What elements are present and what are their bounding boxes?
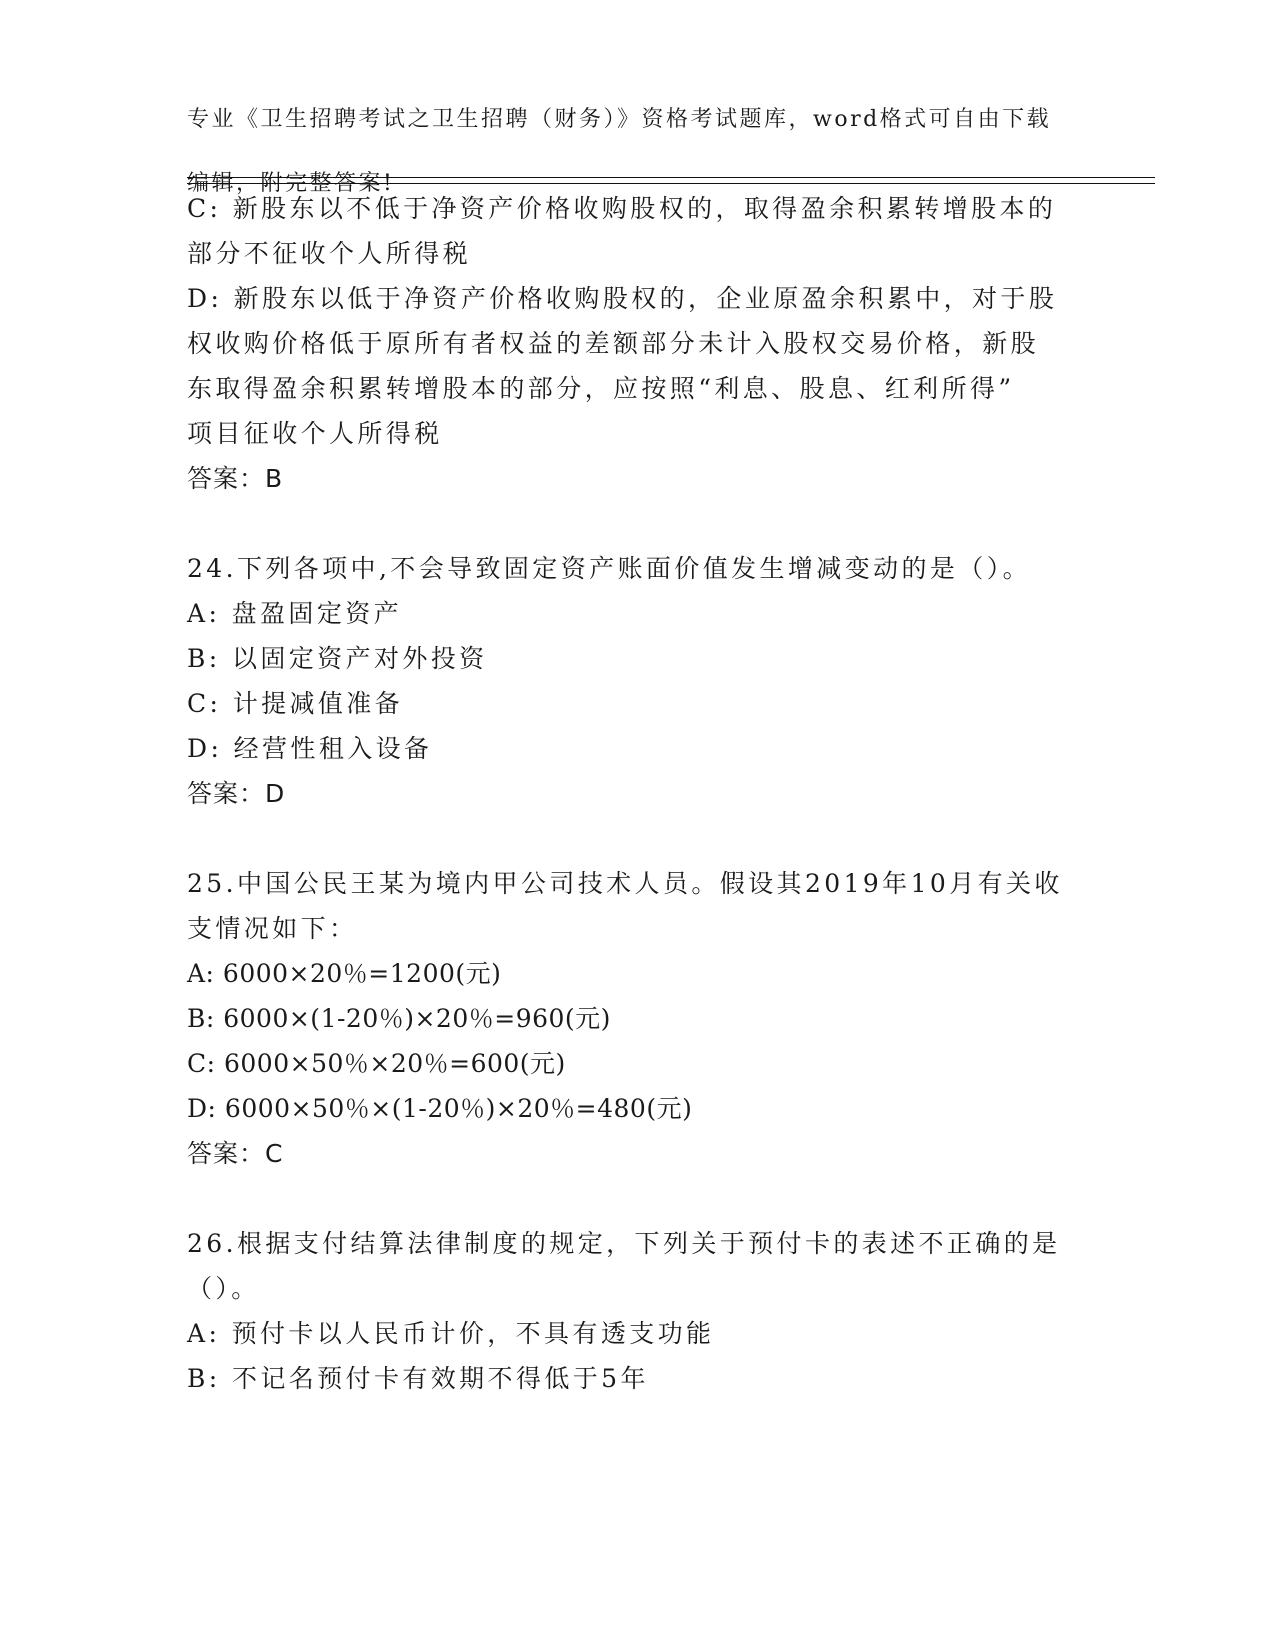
question-25-stem-line-1: 25.中国公民王某为境内甲公司技术人员。假设其2019年10月有关收 [187,869,1063,898]
question-25-stem-line-2: 支情况如下： [187,914,358,943]
answer-25: 答案：C [187,1139,284,1168]
header-line-1: 专业《卫生招聘考试之卫生招聘（财务）》资格考试题库，word格式可自由下载 [187,107,1052,132]
question-25-option-c: C: 6000×50％×20％=600(元) [187,1049,566,1078]
option-d-line-3: 东取得盈余积累转增股本的部分，应按照“利息、股息、红利所得” [187,374,1015,403]
header-rule-top [187,177,1155,178]
header-line-2: 编辑，附完整答案! [187,171,395,196]
question-25-option-a: A: 6000×20％=1200(元) [187,959,502,988]
question-23-tail [187,186,1087,501]
question-24-option-c: C: 计提减值准备 [187,689,404,718]
question-24 [187,546,1087,816]
option-d-line-1: D: 新股东以低于净资产价格收购股权的，企业原盈余积累中，对于股 [187,284,1058,313]
question-26 [187,1221,1087,1401]
option-c-line-1: C: 新股东以不低于净资产价格收购股权的，取得盈余积累转增股本的 [187,194,1057,223]
header-rule-bottom [187,183,1155,184]
option-d-line-2: 权收购价格低于原所有者权益的差额部分未计入股权交易价格，新股 [187,329,1040,358]
answer-24: 答案：D [187,779,286,808]
spacer [187,501,1087,546]
question-26-option-b: B: 不记名预付卡有效期不得低于5年 [187,1364,649,1393]
option-c-line-2: 部分不征收个人所得税 [187,239,472,268]
question-25 [187,861,1087,1176]
document-body [187,186,1087,1401]
option-d-line-4: 项目征收个人所得税 [187,419,443,448]
question-24-stem: 24.下列各项中,不会导致固定资产账面价值发生增减变动的是（）。 [187,554,1032,583]
question-26-stem-line-2: （）。 [187,1274,260,1303]
question-26-stem-line-1: 26.根据支付结算法律制度的规定，下列关于预付卡的表述不正确的是 [187,1229,1061,1258]
question-24-option-a: A: 盘盈固定资产 [187,599,403,628]
question-24-option-d: D: 经营性租入设备 [187,734,433,763]
question-24-option-b: B: 以固定资产对外投资 [187,644,488,673]
question-25-option-d: D: 6000×50％×(1-20％)×20％=480(元) [187,1094,693,1123]
question-25-option-b: B: 6000×(1-20％)×20％=960(元) [187,1004,611,1033]
question-26-option-a: A: 预付卡以人民币计价，不具有透支功能 [187,1319,715,1348]
answer-23: 答案：B [187,464,284,493]
spacer [187,816,1087,861]
spacer [187,1176,1087,1221]
